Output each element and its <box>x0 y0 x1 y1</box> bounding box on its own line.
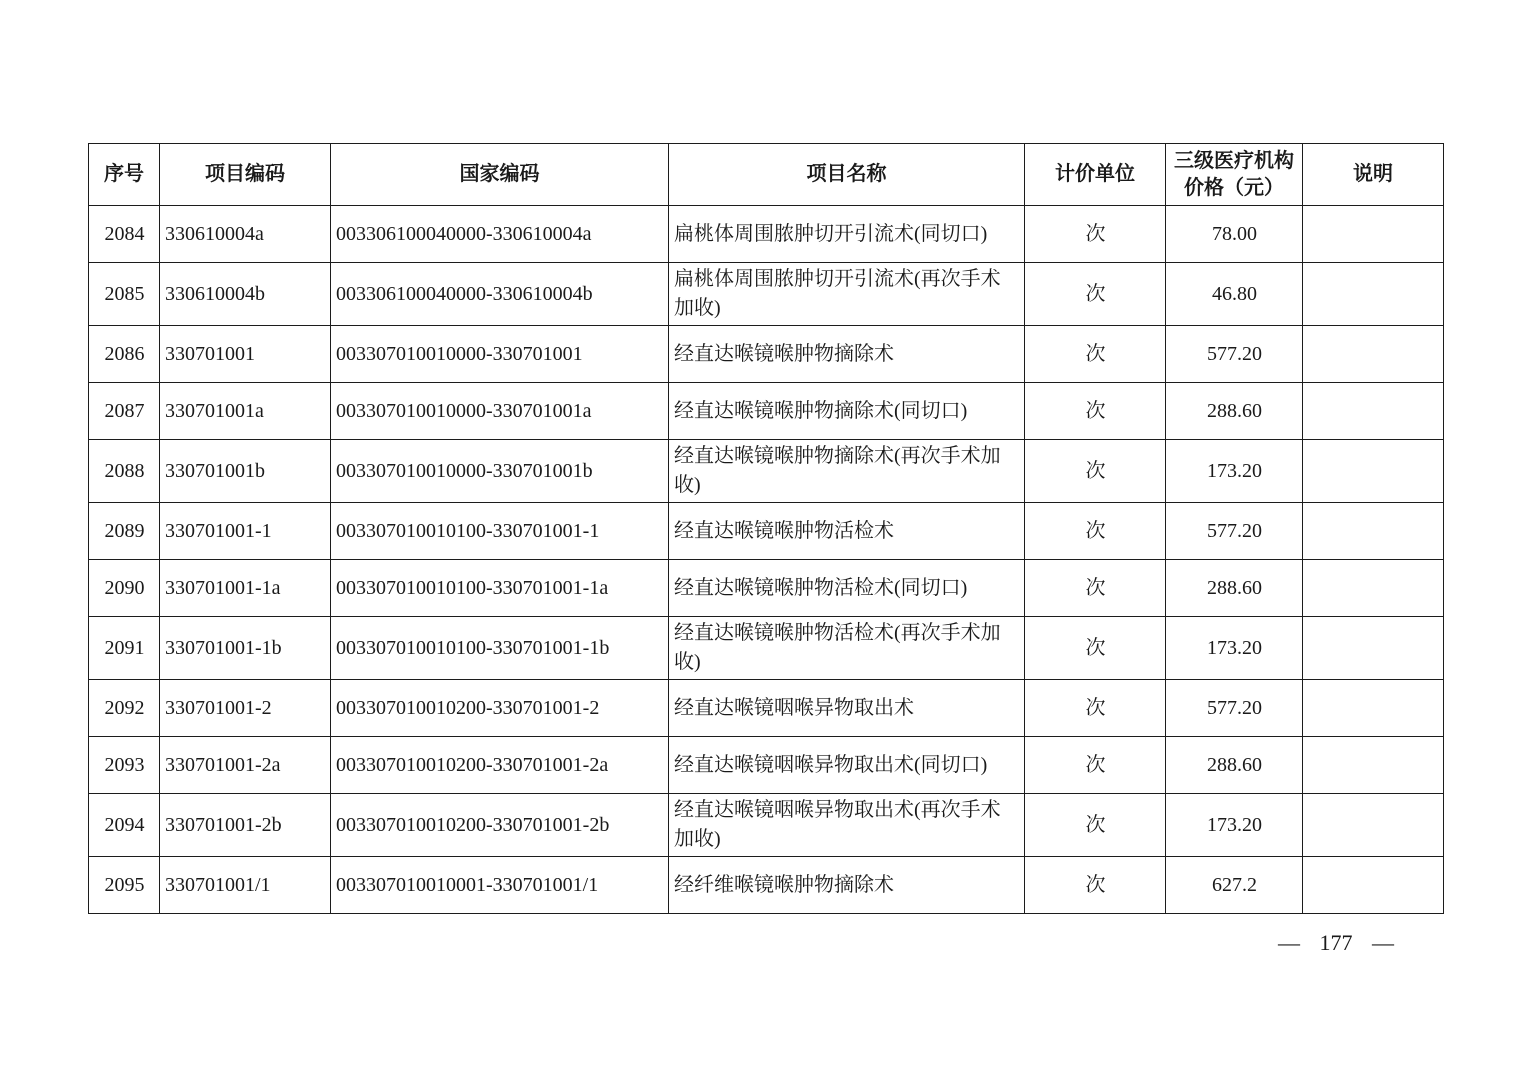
cell-note <box>1303 794 1444 857</box>
cell-price: 288.60 <box>1166 737 1303 794</box>
cell-unit: 次 <box>1025 560 1166 617</box>
cell-unit: 次 <box>1025 383 1166 440</box>
cell-name: 经直达喉镜咽喉异物取出术(同切口) <box>669 737 1025 794</box>
cell-unit: 次 <box>1025 206 1166 263</box>
cell-name: 经直达喉镜喉肿物摘除术 <box>669 326 1025 383</box>
table-row <box>89 680 1444 737</box>
cell-code: 330610004b <box>160 263 331 326</box>
cell-code: 330701001-1b <box>160 617 331 680</box>
cell-price: 173.20 <box>1166 440 1303 503</box>
medical-price-table <box>88 143 1444 914</box>
table-row <box>89 737 1444 794</box>
cell-national-code: 003306100040000-330610004b <box>331 263 669 326</box>
table-row <box>89 617 1444 680</box>
cell-note <box>1303 326 1444 383</box>
cell-name: 经直达喉镜咽喉异物取出术(再次手术加收) <box>669 794 1025 857</box>
cell-note <box>1303 617 1444 680</box>
cell-seq: 2087 <box>89 383 160 440</box>
cell-code: 330701001b <box>160 440 331 503</box>
cell-note <box>1303 737 1444 794</box>
table-row <box>89 263 1444 326</box>
cell-seq: 2085 <box>89 263 160 326</box>
cell-name: 经直达喉镜喉肿物摘除术(再次手术加收) <box>669 440 1025 503</box>
cell-code: 330610004a <box>160 206 331 263</box>
cell-note <box>1303 263 1444 326</box>
header-tier3-price: 三级医疗机构价格（元） <box>1166 144 1303 206</box>
cell-code: 330701001-2 <box>160 680 331 737</box>
table-body <box>89 206 1444 914</box>
cell-unit: 次 <box>1025 680 1166 737</box>
cell-code: 330701001-2a <box>160 737 331 794</box>
cell-price: 627.2 <box>1166 857 1303 914</box>
header-seq: 序号 <box>89 144 160 206</box>
cell-name: 扁桃体周围脓肿切开引流术(同切口) <box>669 206 1025 263</box>
cell-name: 经直达喉镜喉肿物活检术(再次手术加收) <box>669 617 1025 680</box>
cell-name: 经直达喉镜喉肿物摘除术(同切口) <box>669 383 1025 440</box>
cell-seq: 2092 <box>89 680 160 737</box>
cell-name: 经直达喉镜喉肿物活检术(同切口) <box>669 560 1025 617</box>
cell-seq: 2090 <box>89 560 160 617</box>
cell-national-code: 003307010010001-330701001/1 <box>331 857 669 914</box>
cell-unit: 次 <box>1025 440 1166 503</box>
cell-national-code: 003307010010100-330701001-1b <box>331 617 669 680</box>
page-number: — 177 — <box>1278 930 1394 955</box>
table-row <box>89 440 1444 503</box>
header-project-code: 项目编码 <box>160 144 331 206</box>
cell-note <box>1303 440 1444 503</box>
cell-seq: 2095 <box>89 857 160 914</box>
cell-unit: 次 <box>1025 326 1166 383</box>
cell-code: 330701001 <box>160 326 331 383</box>
cell-name: 经直达喉镜咽喉异物取出术 <box>669 680 1025 737</box>
table-row <box>89 560 1444 617</box>
cell-name: 经直达喉镜喉肿物活检术 <box>669 503 1025 560</box>
cell-code: 330701001-1 <box>160 503 331 560</box>
cell-note <box>1303 383 1444 440</box>
cell-note <box>1303 857 1444 914</box>
table-row <box>89 794 1444 857</box>
cell-unit: 次 <box>1025 857 1166 914</box>
header-note: 说明 <box>1303 144 1444 206</box>
table-row <box>89 326 1444 383</box>
table-row <box>89 383 1444 440</box>
cell-seq: 2093 <box>89 737 160 794</box>
cell-price: 577.20 <box>1166 326 1303 383</box>
cell-national-code: 003307010010200-330701001-2a <box>331 737 669 794</box>
cell-price: 577.20 <box>1166 503 1303 560</box>
cell-national-code: 003307010010000-330701001a <box>331 383 669 440</box>
cell-price: 288.60 <box>1166 560 1303 617</box>
table-row <box>89 857 1444 914</box>
cell-code: 330701001a <box>160 383 331 440</box>
header-project-name: 项目名称 <box>669 144 1025 206</box>
cell-seq: 2088 <box>89 440 160 503</box>
cell-national-code: 003307010010000-330701001 <box>331 326 669 383</box>
cell-price: 173.20 <box>1166 617 1303 680</box>
table-row <box>89 503 1444 560</box>
cell-note <box>1303 503 1444 560</box>
cell-national-code: 003307010010100-330701001-1 <box>331 503 669 560</box>
cell-unit: 次 <box>1025 617 1166 680</box>
cell-price: 577.20 <box>1166 680 1303 737</box>
cell-price: 173.20 <box>1166 794 1303 857</box>
cell-code: 330701001-2b <box>160 794 331 857</box>
cell-national-code: 003307010010200-330701001-2 <box>331 680 669 737</box>
cell-national-code: 003306100040000-330610004a <box>331 206 669 263</box>
cell-seq: 2086 <box>89 326 160 383</box>
cell-unit: 次 <box>1025 794 1166 857</box>
cell-name: 扁桃体周围脓肿切开引流术(再次手术加收) <box>669 263 1025 326</box>
cell-note <box>1303 680 1444 737</box>
cell-code: 330701001/1 <box>160 857 331 914</box>
cell-national-code: 003307010010000-330701001b <box>331 440 669 503</box>
cell-note <box>1303 206 1444 263</box>
header-pricing-unit: 计价单位 <box>1025 144 1166 206</box>
cell-unit: 次 <box>1025 737 1166 794</box>
cell-seq: 2094 <box>89 794 160 857</box>
cell-unit: 次 <box>1025 503 1166 560</box>
table-header <box>89 144 1444 206</box>
cell-name: 经纤维喉镜喉肿物摘除术 <box>669 857 1025 914</box>
cell-price: 46.80 <box>1166 263 1303 326</box>
cell-price: 78.00 <box>1166 206 1303 263</box>
table-row <box>89 206 1444 263</box>
cell-seq: 2089 <box>89 503 160 560</box>
cell-national-code: 003307010010200-330701001-2b <box>331 794 669 857</box>
cell-price: 288.60 <box>1166 383 1303 440</box>
cell-code: 330701001-1a <box>160 560 331 617</box>
cell-national-code: 003307010010100-330701001-1a <box>331 560 669 617</box>
cell-seq: 2084 <box>89 206 160 263</box>
header-national-code: 国家编码 <box>331 144 669 206</box>
table-header-row <box>89 144 1444 206</box>
cell-seq: 2091 <box>89 617 160 680</box>
cell-note <box>1303 560 1444 617</box>
cell-unit: 次 <box>1025 263 1166 326</box>
